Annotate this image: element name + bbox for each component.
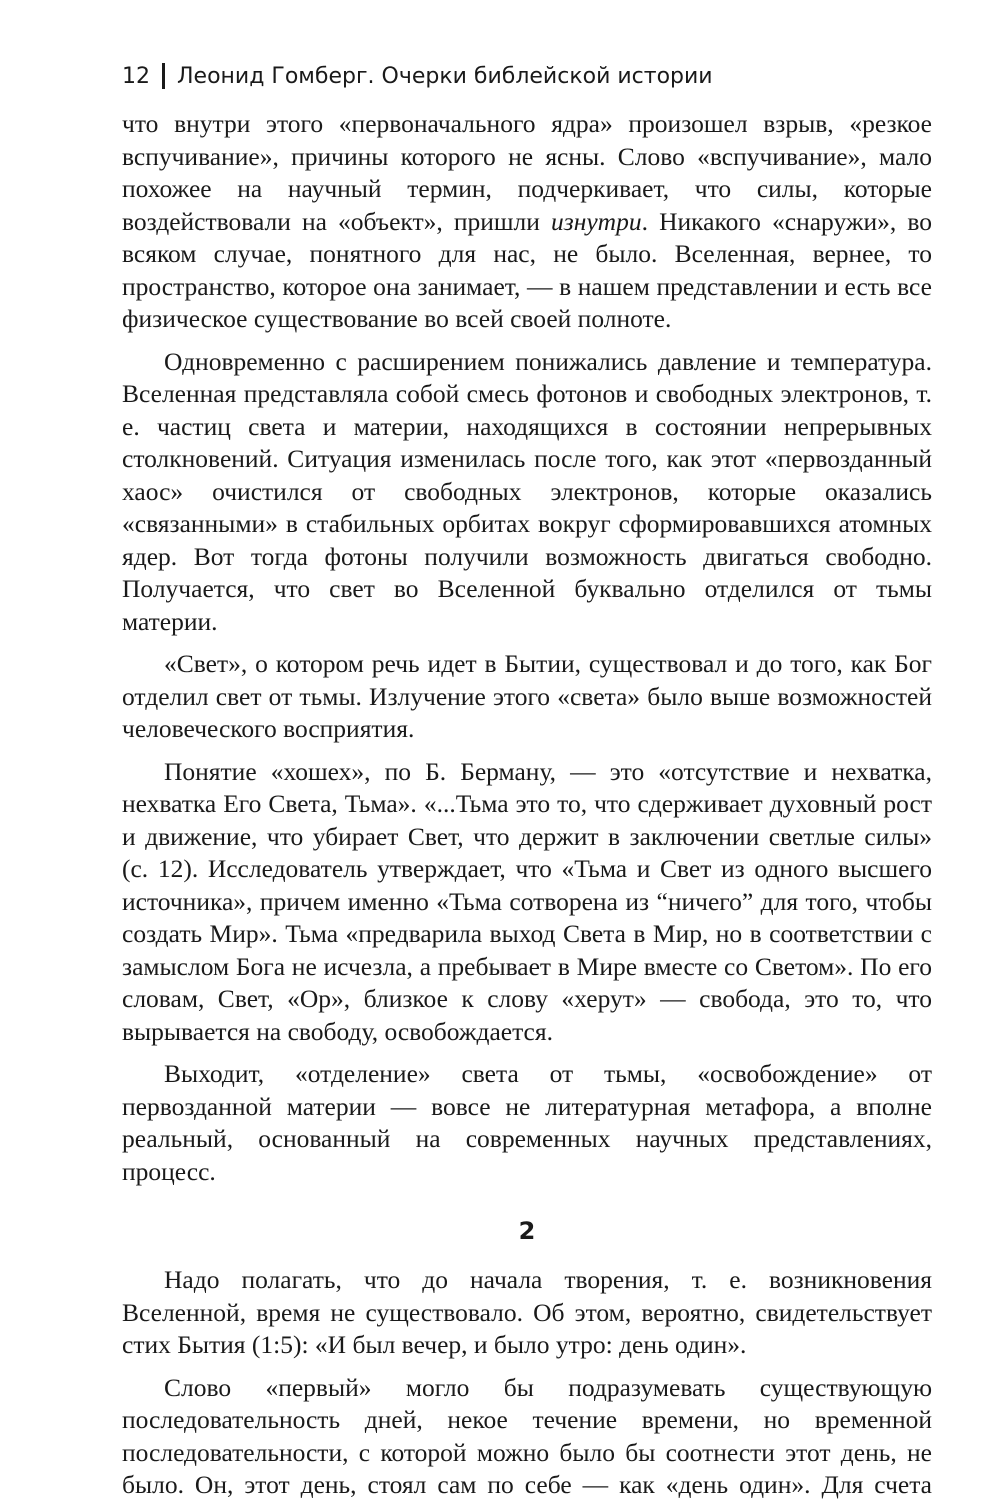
paragraph: Понятие «хошех», по Б. Берману, — это «отсутствие и нехватка, нехватка Его Света, Тьма». «...Тьма это то, что сдерживает духовный рост и движение, что убирает Свет, что держит в заключении светлые силы» (с. 12). Исследователь утверждает, что «Тьма и Свет из одного высшего источника», причем именно «Тьма сотворена из “ничего” для того, чтобы создать Мир». Тьма «предварила выход Света в Мир, но в соответствии с замыслом Бога не исчезла, а пребывает в Мире вместе со Светом». По его словам, Свет, «Ор», близкое к слову «херут» — свобода, это то, что вырывается на свободу, освобождается. xyxy=(122,756,932,1046)
paragraph: что внутри этого «первоначального ядра» произошел взрыв, «резкое вспучивание», причины которого не ясны. Слово «вспучивание», мало похожее на научный термин, подчеркивает, что силы, которые воздействовали на «объект», пришли изнутри. Никакого «снаружи», во всяком случае, понятного для нас, не было. Вселенная, вернее, то пространство, которое она занимает, — в нашем представлении и есть все физическое существование во всей своей полноте. xyxy=(122,109,932,333)
paragraph: «Свет», о котором речь идет в Бытии, существовал и до того, как Бог отделил свет от тьмы. Излучение этого «света» было выше возможностей человеческого восприятия. xyxy=(122,649,932,743)
paragraph: Слово «первый» могло бы подразумевать существующую последовательность дней, некое течение времени, но временной последовательности, с которой можно было бы соотнести этот день, не было. Он, этот день, стоял сам по себе — как «день один». Для счета xyxy=(122,1372,932,1499)
paragraph: Выходит, «отделение» света от тьмы, «освобождение» от первозданной материи — вовсе не литературная метафора, а вполне реальный, основанный на современных научных представлениях, процесс. xyxy=(122,1059,932,1186)
section-heading: 2 xyxy=(518,1217,536,1245)
running-header xyxy=(122,58,882,94)
paragraph: Надо полагать, что до начала творения, т. е. возникновения Вселенной, время не существовало. Об этом, вероятно, свидетельствует стих Бытия (1:5): «И был вечер, и было утро: день один». xyxy=(122,1265,932,1359)
book-title: Леонид Гомберг. Очерки библейской истории xyxy=(177,63,713,89)
header-divider xyxy=(162,63,165,89)
page-number: 12 xyxy=(122,63,150,89)
paragraph: Одновременно с расширением понижались давление и температура. Вселенная представляла собой смесь фотонов и свободных электронов, т. е. частиц света и материи, находящихся в состоянии непрерывных столкновений. Ситуация изменилась после того, как этот «первозданный хаос» очистился от свободных электронов, которые оказались «связанными» в стабильных орбитах вокруг сформировавшихся атомных ядер. Вот тогда фотоны получили возможность двигаться свободно. Получается, что свет во Вселенной буквально отделился от тьмы материи. xyxy=(122,346,932,636)
body-text xyxy=(122,108,932,1512)
emphasis: изнутри xyxy=(551,206,642,236)
